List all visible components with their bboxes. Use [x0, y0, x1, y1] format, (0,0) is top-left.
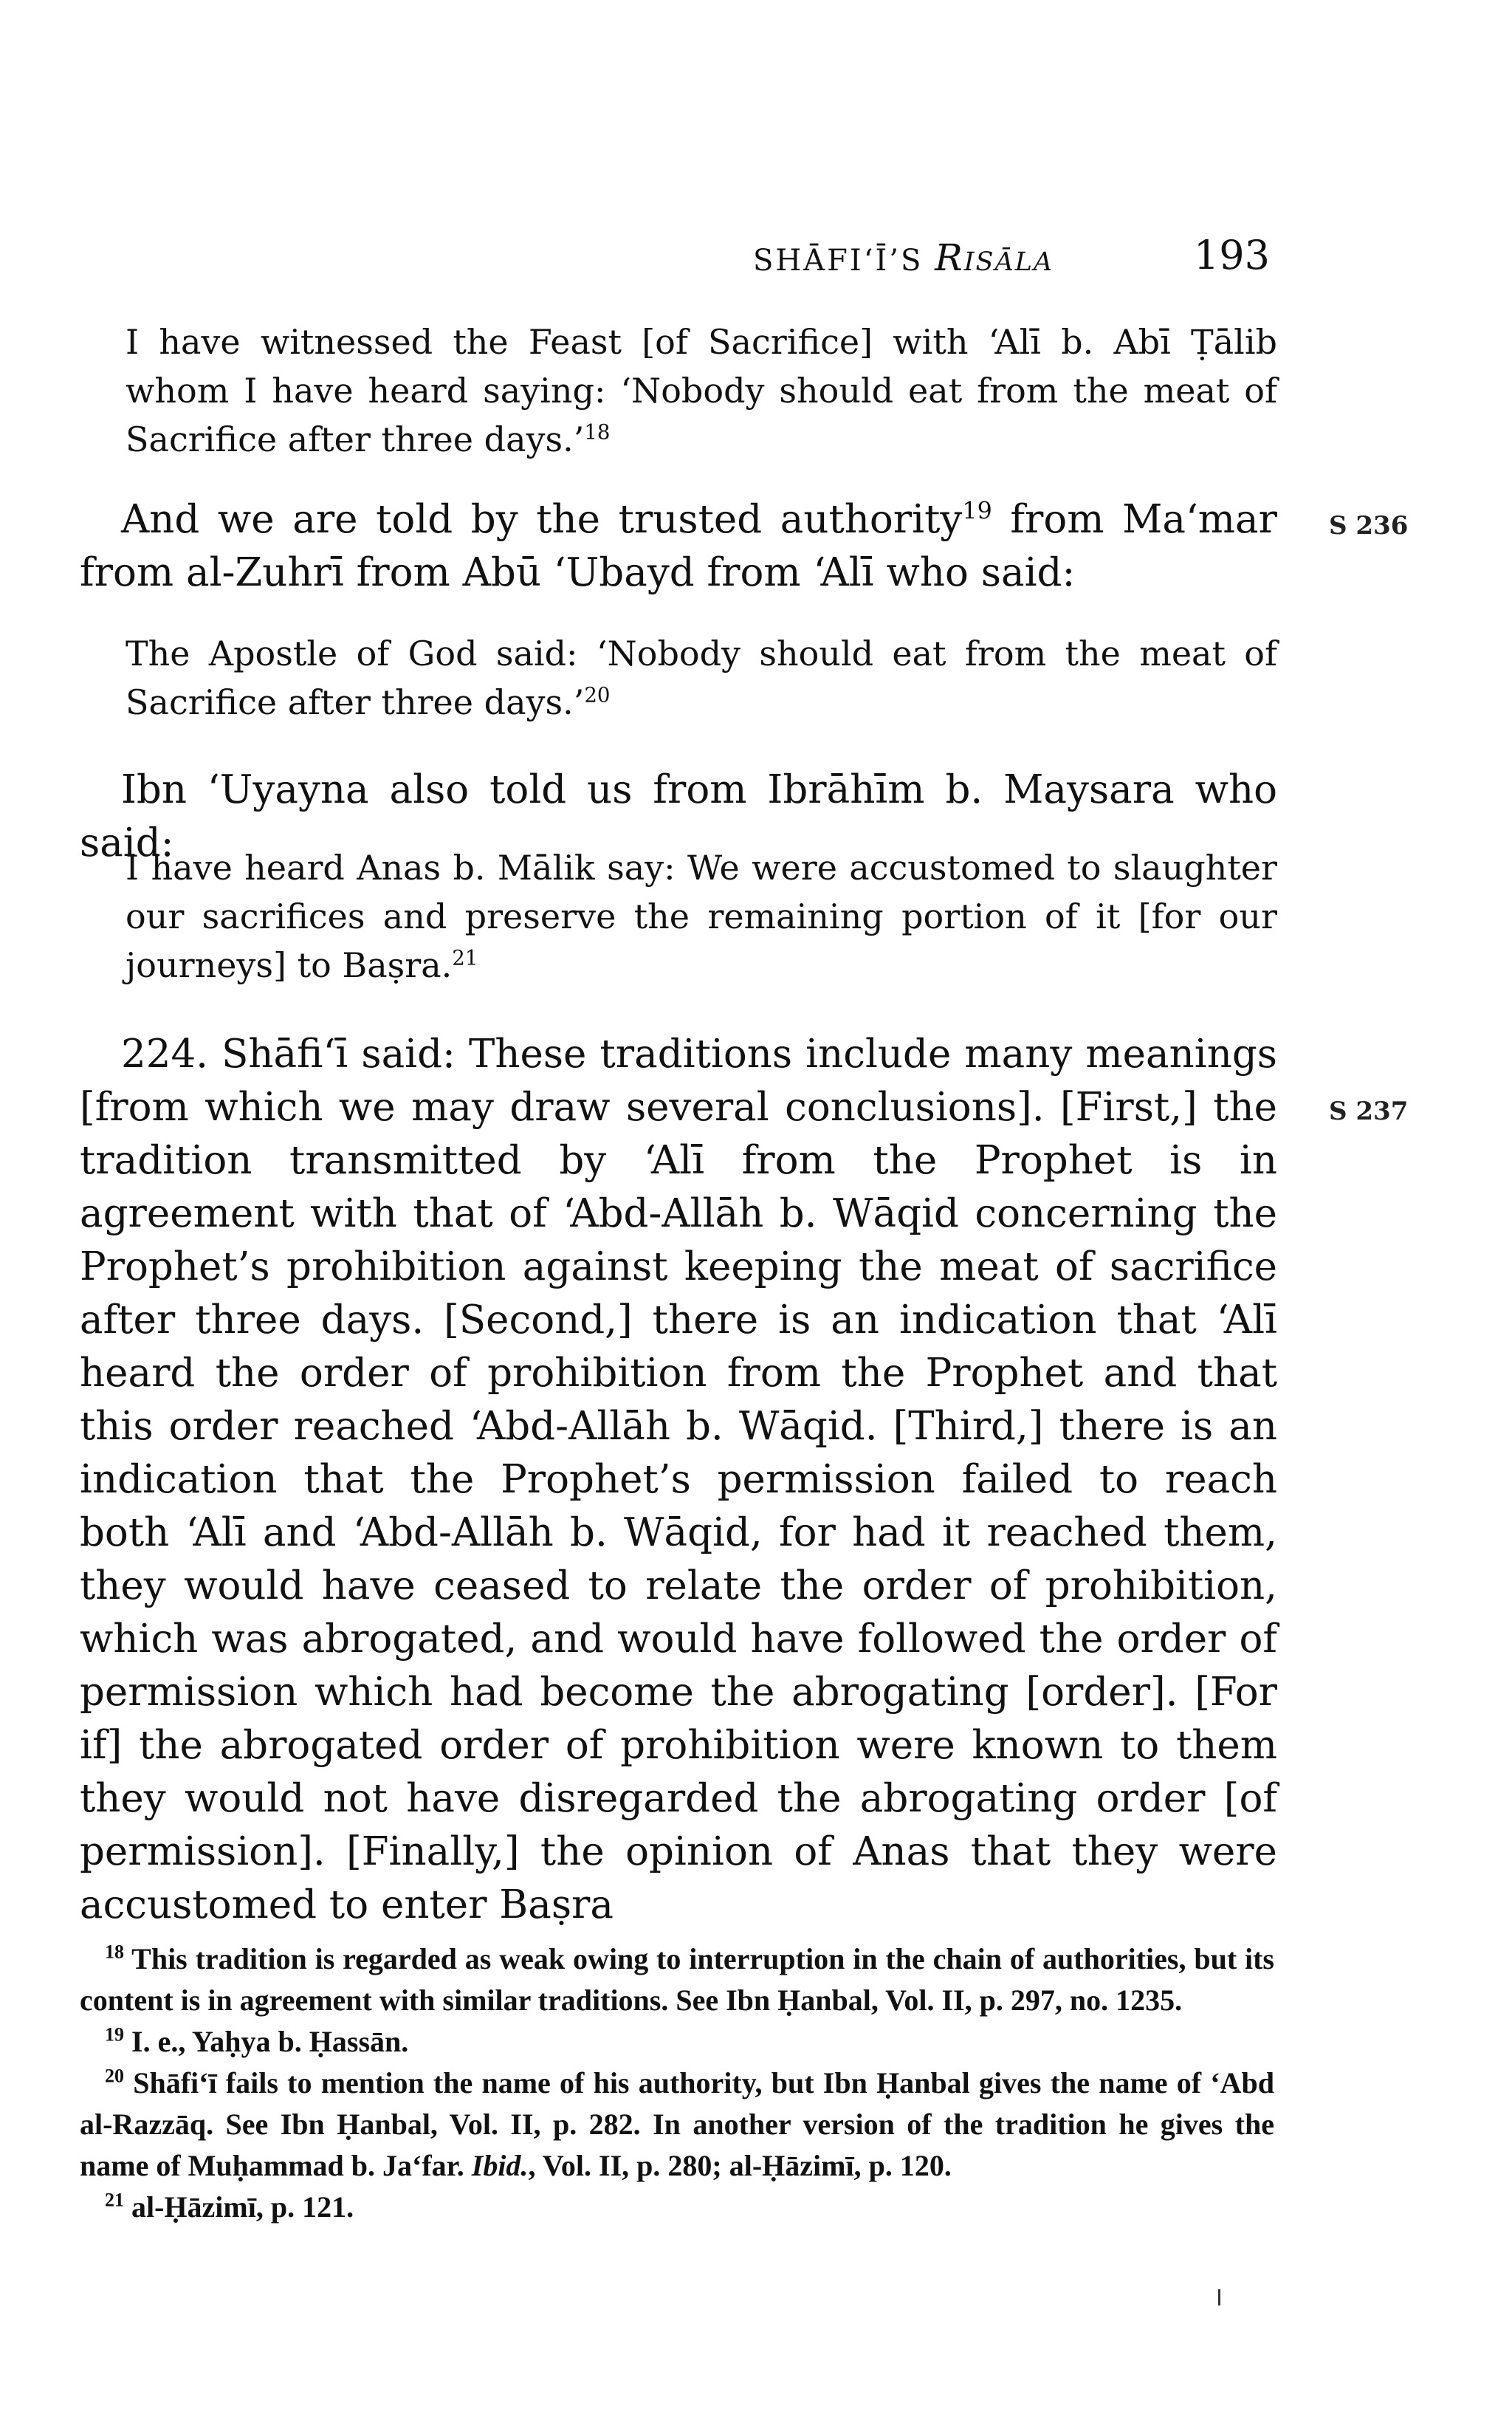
footnote-text: Shāfi‘ī fails to mention the name of his authority, but Ibn Ḥanbal gives the name of ‘Abd al-Razzāq. See Ibn Ḥanbal, Vol. II, p. 282. In another version of the tradition he gives the name of Muḥammad b. Ja‘far. — [80, 2066, 1275, 2182]
footnotes — [80, 1938, 1274, 2228]
quote-paragraph-1 — [126, 318, 1277, 464]
quote-paragraph-2 — [126, 629, 1277, 727]
p4-text: Ibn ‘Uyayna also told us from Ibrāhīm b. Maysara who said: — [80, 767, 1277, 865]
quote-paragraph-3 — [126, 843, 1277, 990]
margin-note-s237: S 237 — [1329, 1097, 1409, 1126]
footnote-21 — [80, 2187, 1274, 2228]
footnote-19 — [80, 2021, 1274, 2063]
footnote-text: This tradition is regarded as weak owing to interruption in the chain of authorities, but its content is in agreement with similar traditions. See Ibn Ḥanbal, Vol. II, p. 297, no. 1235. — [80, 1942, 1274, 2017]
footnote-ibid: Ibid. — [471, 2149, 529, 2182]
running-title — [753, 236, 1054, 279]
page-number: 193 — [1193, 232, 1270, 278]
quote-2-text: The Apostle of God said: ‘Nobody should eat from the meat of Sacrifice after three days.’ — [126, 634, 1277, 722]
body-paragraph-2 — [80, 493, 1277, 600]
footnote-text: al-Ḥāzimī, p. 121. — [131, 2190, 354, 2224]
footnote-number: 20 — [105, 2065, 124, 2087]
p2-text-a: And we are told by the trusted authority — [121, 497, 963, 542]
running-title-italic: Risāla — [935, 236, 1054, 279]
quote-1-text: I have witnessed the Feast [of Sacrifice] with ‘Alī b. Abī Ṭālib whom I have heard saying: ‘Nobody should eat from the meat of Sacrifice after three days.’ — [126, 322, 1277, 459]
p2-text-b: from Ma‘mar from al-Zuhrī from Abū ‘Ubayd from ‘Alī who said: — [80, 497, 1277, 595]
p224-text: 224. Shāfi‘ī said: These traditions include many meanings [from which we may draw several conclusions]. [First,] the tradition transmitted by ‘Alī from the Prophet is in agreement with that of ‘Abd-Allāh b. Wāqid concerning the Prophet’s prohibition against keeping the meat of sacrifice after three days. [Second,] there is an indication that ‘Alī heard the order of prohibition from the Prophet and that this order reached ‘Abd-Allāh b. Wāqid. [Third,] there is an indication that the Prophet’s permission failed to reach both ‘Alī and ‘Abd-Allāh b. Wāqid, for had it reached them, they would have ceased to relate the order of prohibition, which was abrogated, and would have followed the order of permission which had become the abrogating [order]. [For if] the abrogated order of prohibition were known to them they would not have disregarded the abrogating order [of permission]. [Finally,] the opinion of Anas that they were accustomed to enter Baṣra — [80, 1032, 1277, 1927]
footnote-number: 21 — [105, 2189, 124, 2211]
footnote-text-b: , Vol. II, p. 280; al-Ḥāzimī, p. 120. — [528, 2149, 952, 2182]
footnote-18 — [80, 1938, 1274, 2021]
margin-note-s236: S 236 — [1329, 511, 1409, 541]
footnote-ref-18: 18 — [584, 419, 611, 445]
footnote-ref-19: 19 — [962, 497, 992, 525]
footnote-20 — [80, 2063, 1274, 2187]
footnote-ref-20: 20 — [584, 682, 611, 707]
stray-print-mark — [1218, 2289, 1220, 2306]
running-prefix: SHĀFI‘Ī’S — [753, 244, 924, 278]
footnote-ref-21: 21 — [452, 945, 478, 970]
footnote-number: 18 — [105, 1941, 124, 1963]
footnote-number: 19 — [105, 2023, 124, 2046]
running-header — [753, 230, 1270, 279]
quote-3-text: I have heard Anas b. Mālik say: We were accustomed to slaughter our sacrifices and preserve the remaining portion of it [for our journeys] to Baṣra. — [126, 848, 1277, 985]
footnote-text: I. e., Yaḥya b. Ḥassān. — [131, 2025, 409, 2058]
body-paragraph-224 — [80, 1028, 1277, 1932]
